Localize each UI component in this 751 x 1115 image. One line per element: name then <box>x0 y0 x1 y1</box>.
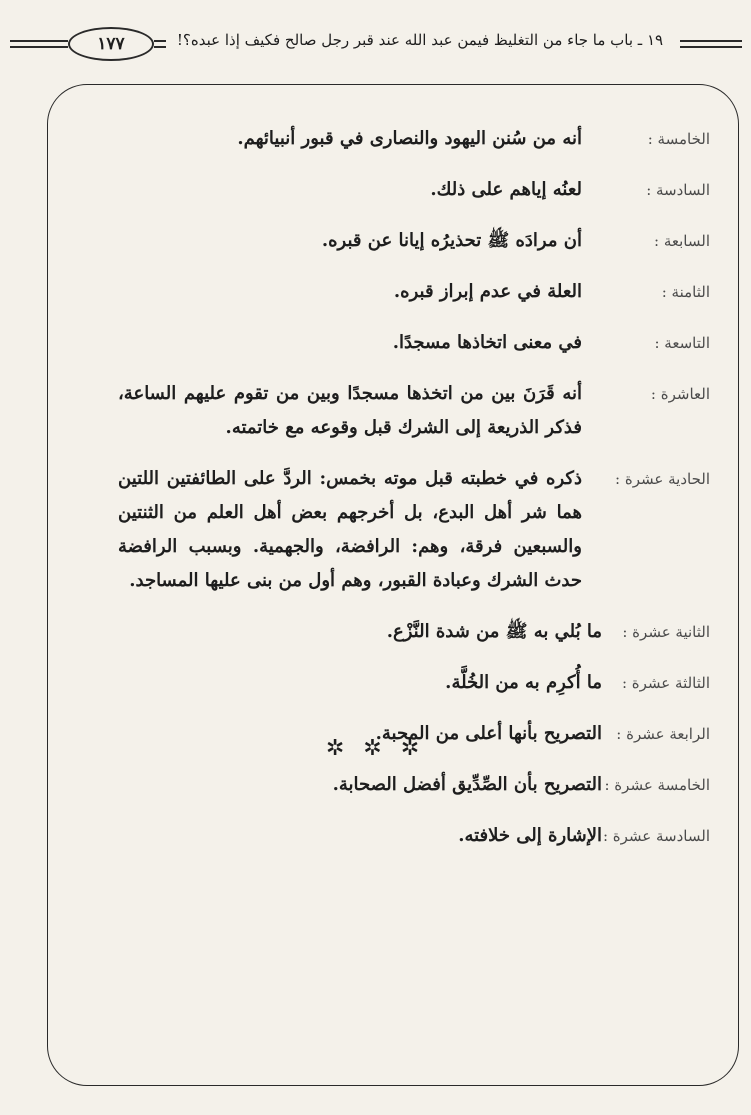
entry-text: أنه قَرَنَ بين من اتخذها مسجدًا وبين من تقوم عليهم الساعة، فذكر الذريعة إلى الشرك قبل وقوعه مع خاتمته. <box>118 383 582 438</box>
entry-label: السادسة : <box>646 181 710 199</box>
entry-text: لعنُه إياهم على ذلك. <box>430 179 582 200</box>
entry-text: ما بُلي به ﷺ من شدة النَّزْع. <box>386 621 602 642</box>
entry-text: التصريح بأنها أعلى من المحبة. <box>375 723 602 744</box>
header-rule-left <box>10 40 68 42</box>
entry-label: الثالثة عشرة : <box>621 674 710 692</box>
entry-text: في معنى اتخاذها مسجدًا. <box>392 332 582 353</box>
entry-label: العاشرة : <box>650 385 710 403</box>
entry-label: السادسة عشرة : <box>602 827 710 845</box>
header-rule-right <box>680 40 742 42</box>
entry-label: الرابعة عشرة : <box>616 725 710 743</box>
entry-text: التصريح بأن الصِّدِّيق أفضل الصحابة. <box>332 774 602 795</box>
entry-item <box>118 224 710 258</box>
entry-label: الخامسة عشرة : <box>604 776 710 794</box>
entry-label: السابعة : <box>654 232 710 250</box>
entry-item <box>118 819 710 853</box>
entry-item <box>118 462 710 598</box>
entry-label: الخامسة : <box>647 130 710 148</box>
entry-label: الحادية عشرة : <box>615 470 710 488</box>
entry-item <box>118 615 710 649</box>
header-rule-left-2 <box>10 46 68 48</box>
entry-text: أن مرادَه ﷺ تحذيرُه إيانا عن قبره. <box>321 230 582 251</box>
page-header <box>0 0 751 90</box>
section-separator: ✲ ✲ ✲ <box>325 736 426 761</box>
entry-item <box>118 173 710 207</box>
entry-item <box>118 666 710 700</box>
entry-label: التاسعة : <box>654 334 710 352</box>
entry-item <box>118 326 710 360</box>
entry-text: ما أُكرِم به من الخُلَّة. <box>445 672 602 693</box>
entry-text: أنه من سُنن اليهود والنصارى في قبور أنبيائهم. <box>237 128 582 149</box>
entry-item <box>118 122 710 156</box>
entry-text: العلة في عدم إبراز قبره. <box>393 281 582 302</box>
entry-item <box>118 377 710 445</box>
entry-item <box>118 275 710 309</box>
chapter-title: ١٩ ـ باب ما جاء من التغليظ فيمن عبد الله عند قبر رجل صالح فكيف إذا عبده؟! <box>176 31 664 49</box>
page-number: ١٧٧ <box>68 27 154 61</box>
entry-text: ذكره في خطبته قبل موته بخمس: الردَّ على الطائفتين اللتين هما شر أهل البدع، بل أخرجهم بعض أهل العلم من الثنتين والسبعين فرقة، وهم: الرافضة، والجهمية. وبسبب الرافضة حدث الشرك وعبادة القبور، وهم أول من بنى عليها المساجد. <box>118 468 582 591</box>
entry-label: الثانية عشرة : <box>622 623 710 641</box>
entry-label: الثامنة : <box>661 283 710 301</box>
entry-text: الإشارة إلى خلافته. <box>458 825 602 846</box>
header-rule-right-2 <box>680 46 742 48</box>
entry-item <box>118 768 710 802</box>
